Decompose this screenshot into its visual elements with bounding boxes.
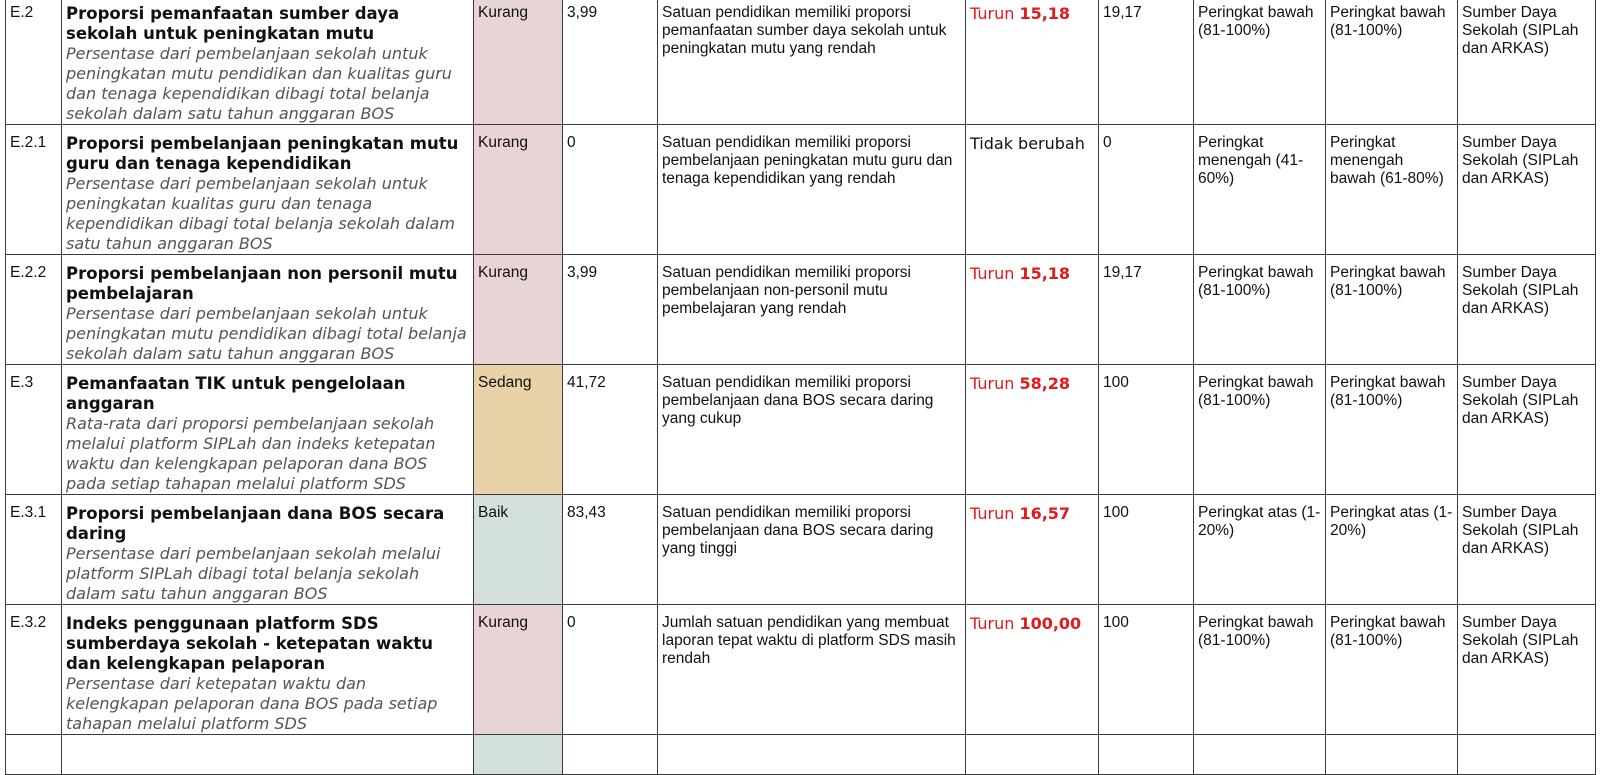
change-word: Turun	[970, 4, 1015, 23]
indicator-description: Persentase dari pembelanjaan sekolah untuk peningkatan mutu pendidikan dan kualitas guru dan tenaga kependidikan dibagi total belanja sekolah dalam satu tahun anggaran BOS	[66, 44, 452, 123]
rank-cell-a: Peringkat atas (1-20%)	[1194, 495, 1326, 605]
change-cell	[966, 495, 1099, 605]
change-indicator	[970, 134, 1094, 154]
change-cell	[966, 0, 1099, 125]
rank-cell-a	[1194, 735, 1326, 775]
rank-cell-a: Peringkat bawah (81-100%)	[1194, 255, 1326, 365]
previous-value-cell: 19,17	[1099, 0, 1194, 125]
rank-cell-b: Peringkat bawah (81-100%)	[1326, 0, 1458, 125]
rank-cell-b: Peringkat bawah (81-100%)	[1326, 255, 1458, 365]
change-value: 16,57	[1019, 504, 1071, 523]
table-row	[6, 255, 1596, 365]
source-cell: Sumber Daya Sekolah (SIPLah dan ARKAS)	[1458, 255, 1596, 365]
change-word: Tidak berubah	[970, 134, 1085, 153]
interpretation-cell	[658, 735, 966, 775]
change-word: Turun	[970, 614, 1015, 633]
indicator-title: Proporsi pembelanjaan peningkatan mutu guru dan tenaga kependidikan	[66, 134, 459, 173]
change-value: 58,28	[1019, 374, 1071, 393]
indicator-description: Persentase dari pembelanjaan sekolah untuk peningkatan mutu pendidikan dibagi total belanja sekolah dalam satu tahun anggaran BOS	[66, 304, 467, 363]
indicator-code: E.3.1	[6, 495, 62, 605]
indicator-description: Rata-rata dari proporsi pembelanjaan sekolah melalui platform SIPLah dan indeks ketepatan waktu dan kelengkapan pelaporan dana BOS pada setiap tahapan melalui platform SDS	[66, 414, 436, 493]
previous-value-cell: 100	[1099, 365, 1194, 495]
source-cell: Sumber Daya Sekolah (SIPLah dan ARKAS)	[1458, 365, 1596, 495]
category-cell: Kurang	[474, 125, 563, 255]
table-row	[6, 0, 1596, 125]
indicator-code: E.2	[6, 0, 62, 125]
rank-cell-a: Peringkat bawah (81-100%)	[1194, 365, 1326, 495]
category-cell: Kurang	[474, 605, 563, 735]
indicator-code: E.2.2	[6, 255, 62, 365]
indicator-description: Persentase dari pembelanjaan sekolah melalui platform SIPLah dibagi total belanja sekolah dalam satu tahun anggaran BOS	[66, 544, 441, 603]
table-body	[6, 0, 1596, 775]
indicator-cell	[62, 605, 474, 735]
table-row	[6, 605, 1596, 735]
indicator-code: E.3.2	[6, 605, 62, 735]
indicator-code	[6, 735, 62, 775]
change-cell	[966, 125, 1099, 255]
change-word: Turun	[970, 374, 1015, 393]
change-indicator	[970, 614, 1094, 634]
change-value: 100,00	[1019, 614, 1082, 633]
previous-value-cell: 100	[1099, 605, 1194, 735]
value-cell: 3,99	[563, 255, 658, 365]
source-cell: Sumber Daya Sekolah (SIPLah dan ARKAS)	[1458, 0, 1596, 125]
indicator-code: E.3	[6, 365, 62, 495]
rank-cell-a: Peringkat bawah (81-100%)	[1194, 0, 1326, 125]
value-cell: 0	[563, 125, 658, 255]
source-cell	[1458, 735, 1596, 775]
category-cell: Sedang	[474, 365, 563, 495]
table-row	[6, 495, 1596, 605]
indicator-description: Persentase dari pembelanjaan sekolah untuk peningkatan kualitas guru dan tenaga kependidikan dibagi total belanja sekolah dalam satu tahun anggaran BOS	[66, 174, 455, 253]
value-cell: 41,72	[563, 365, 658, 495]
indicator-title: Proporsi pembelanjaan non personil mutu pembelajaran	[66, 264, 458, 303]
indicator-cell	[62, 0, 474, 125]
change-indicator	[970, 374, 1094, 394]
interpretation-cell: Satuan pendidikan memiliki proporsi pemanfaatan sumber daya sekolah untuk peningkatan mutu yang rendah	[658, 0, 966, 125]
change-indicator	[970, 504, 1094, 524]
indicator-title: Proporsi pembelanjaan dana BOS secara daring	[66, 504, 445, 543]
change-cell	[966, 735, 1099, 775]
change-indicator	[970, 264, 1094, 284]
indicator-title: Indeks penggunaan platform SDS sumberdaya sekolah - ketepatan waktu dan kelengkapan pelaporan	[66, 614, 433, 673]
change-value: 15,18	[1019, 4, 1071, 23]
category-cell	[474, 735, 563, 775]
rank-cell-a: Peringkat bawah (81-100%)	[1194, 605, 1326, 735]
interpretation-cell: Satuan pendidikan memiliki proporsi pembelanjaan peningkatan mutu guru dan tenaga kependidikan yang rendah	[658, 125, 966, 255]
change-word: Turun	[970, 504, 1015, 523]
previous-value-cell: 100	[1099, 495, 1194, 605]
interpretation-cell: Satuan pendidikan memiliki proporsi pembelanjaan dana BOS secara daring yang tinggi	[658, 495, 966, 605]
category-cell: Kurang	[474, 0, 563, 125]
rank-cell-b: Peringkat bawah (81-100%)	[1326, 365, 1458, 495]
table-row-partial	[6, 735, 1596, 775]
previous-value-cell: 19,17	[1099, 255, 1194, 365]
change-cell	[966, 605, 1099, 735]
value-cell: 3,99	[563, 0, 658, 125]
table-row	[6, 125, 1596, 255]
rank-cell-a: Peringkat menengah (41-60%)	[1194, 125, 1326, 255]
value-cell	[563, 735, 658, 775]
category-cell: Kurang	[474, 255, 563, 365]
rank-cell-b: Peringkat bawah (81-100%)	[1326, 605, 1458, 735]
indicator-cell	[62, 495, 474, 605]
indicator-title: Pemanfaatan TIK untuk pengelolaan anggaran	[66, 374, 406, 413]
value-cell: 83,43	[563, 495, 658, 605]
source-cell: Sumber Daya Sekolah (SIPLah dan ARKAS)	[1458, 125, 1596, 255]
source-cell: Sumber Daya Sekolah (SIPLah dan ARKAS)	[1458, 495, 1596, 605]
indicator-cell	[62, 255, 474, 365]
rank-cell-b: Peringkat atas (1-20%)	[1326, 495, 1458, 605]
indicator-description: Persentase dari ketepatan waktu dan kelengkapan pelaporan dana BOS pada setiap tahapan melalui platform SDS	[66, 674, 438, 733]
interpretation-cell: Satuan pendidikan memiliki proporsi pembelanjaan dana BOS secara daring yang cukup	[658, 365, 966, 495]
change-value: 15,18	[1019, 264, 1071, 283]
interpretation-cell: Jumlah satuan pendidikan yang membuat laporan tepat waktu di platform SDS masih rendah	[658, 605, 966, 735]
indicator-title: Proporsi pemanfaatan sumber daya sekolah untuk peningkatan mutu	[66, 4, 400, 43]
change-word: Turun	[970, 264, 1015, 283]
category-cell: Baik	[474, 495, 563, 605]
change-cell	[966, 365, 1099, 495]
indicator-table	[5, 0, 1596, 775]
change-cell	[966, 255, 1099, 365]
table-row	[6, 365, 1596, 495]
previous-value-cell: 0	[1099, 125, 1194, 255]
change-indicator	[970, 4, 1094, 24]
rank-cell-b: Peringkat menengah bawah (61-80%)	[1326, 125, 1458, 255]
indicator-cell	[62, 125, 474, 255]
indicator-cell	[62, 365, 474, 495]
source-cell: Sumber Daya Sekolah (SIPLah dan ARKAS)	[1458, 605, 1596, 735]
previous-value-cell	[1099, 735, 1194, 775]
indicator-code: E.2.1	[6, 125, 62, 255]
value-cell: 0	[563, 605, 658, 735]
rank-cell-b	[1326, 735, 1458, 775]
interpretation-cell: Satuan pendidikan memiliki proporsi pembelanjaan non-personil mutu pembelajaran yang rendah	[658, 255, 966, 365]
indicator-cell	[62, 735, 474, 775]
